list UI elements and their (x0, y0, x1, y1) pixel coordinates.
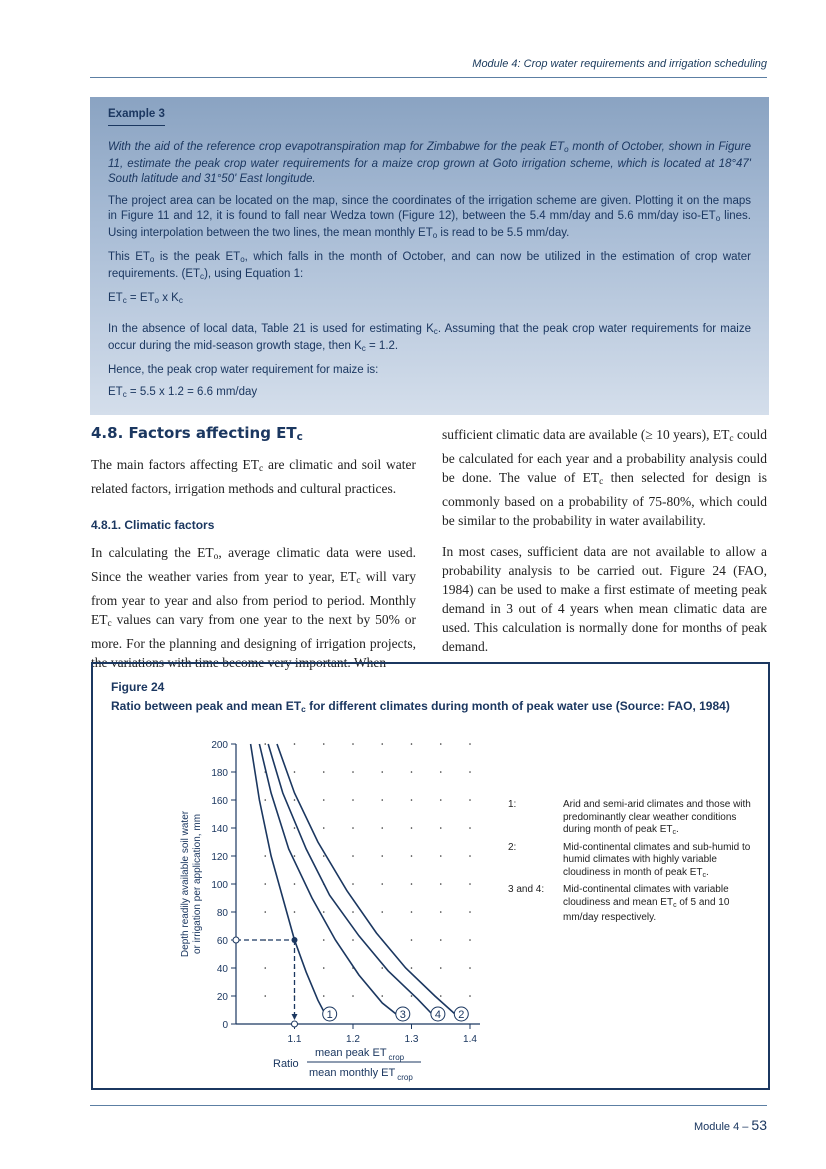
grid-dot (294, 743, 296, 745)
grid-dot (294, 799, 296, 801)
legend-item (508, 884, 758, 925)
section-heading: 4.8. Factors affecting $ET_c$ (91, 424, 303, 443)
grid-dot (264, 883, 266, 885)
y-tick-label: 140 (211, 824, 228, 835)
subsection-heading: 4.8.1. Climatic factors (91, 518, 215, 532)
example-arrow-down (292, 1014, 298, 1020)
grid-dot (294, 883, 296, 885)
right-column (442, 425, 767, 664)
grid-dot (294, 855, 296, 857)
example-x-marker (292, 1021, 298, 1027)
grid-dot (323, 827, 325, 829)
legend-text: Arid and semi-arid climates and those with predominantly clear weather conditions during month of peak $ET_c$. (563, 799, 751, 836)
grid-dot (381, 967, 383, 969)
curve-4 (268, 744, 435, 1017)
grid-dot (323, 855, 325, 857)
grid-dot (469, 771, 471, 773)
figure-label: Figure 24 (111, 680, 165, 694)
grid-dot (323, 771, 325, 773)
page-number: 53 (751, 1117, 767, 1133)
grid-dot (469, 855, 471, 857)
grid-dot (294, 827, 296, 829)
y-axis-label-2: or irrigation per application, mm (192, 813, 203, 955)
grid-dot (469, 827, 471, 829)
curve-1 (251, 744, 327, 1017)
x-tick-label: 1.4 (463, 1034, 477, 1045)
figure-24 (91, 662, 770, 1090)
grid-dot (411, 995, 413, 997)
curve-label-1: 1 (326, 1009, 333, 1021)
grid-dot (323, 799, 325, 801)
curve-label-3: 3 (399, 1009, 406, 1021)
grid-dot (440, 883, 442, 885)
grid-dot (440, 771, 442, 773)
markers (233, 937, 298, 1027)
legend-key: 2: (508, 841, 517, 853)
climatic-paragraph-2: sufficient climatic data are available (≥ 10 years), $ET_c$ could be calculated for each year and a probability analysis could be done. The value of $ET_c$ then selected for design is commonly based on a probability of 75-80%, which could be similar to the probability in water availability. (442, 427, 767, 528)
grid-dot (352, 995, 354, 997)
x-axis-label-numerator: mean peak ET $_{crop}$ (315, 1047, 405, 1062)
y-tick-label: 60 (216, 936, 228, 947)
y-tick-label: 180 (211, 768, 228, 779)
grid-dot (264, 799, 266, 801)
example-paragraph-1: The project area can be located on the map, since the coordinates of the irrigation scheme are given. Plotting it on the maps in Figure 11 and 12, it is found to fall near Wedza town (Figure 12), between the 5.4 mm/day and 5.6 mm/day iso-$ET_o$ lines. Using interpolation between the two lines, the mean monthly $ET_o$ is read to be 5.5 mm/day. (108, 195, 751, 240)
grid-dot (323, 967, 325, 969)
grid-dot (381, 799, 383, 801)
grid-dot (323, 911, 325, 913)
y-tick-label: 40 (216, 964, 228, 975)
grid-dot (323, 939, 325, 941)
grid-dot (440, 827, 442, 829)
section-intro: The main factors affecting $ET_c$ are climatic and soil water related factors, irrigation methods and cultural practices. (91, 457, 416, 496)
grid-dot (440, 799, 442, 801)
grid-dot (352, 799, 354, 801)
legend-text: Mid-continental climates with variable cloudiness and mean $ET_c$ of 5 and 10 mm/day respectively. (563, 884, 730, 923)
legend-item (508, 799, 758, 840)
curve-label-2: 2 (458, 1009, 465, 1021)
curve-label-4: 4 (434, 1009, 441, 1021)
grid-dot (411, 883, 413, 885)
grid-dot (264, 967, 266, 969)
grid-dot (440, 911, 442, 913)
example-title: Example 3 (108, 107, 165, 126)
grid-dot (411, 911, 413, 913)
y-tick-label: 120 (211, 852, 228, 863)
y-tick-label: 200 (211, 740, 228, 751)
x-tick-label: 1.1 (287, 1034, 302, 1045)
grid-dot (411, 827, 413, 829)
y-tick-label: 160 (211, 796, 228, 807)
footer-rule (90, 1105, 767, 1106)
grid-dot (381, 827, 383, 829)
grid-dot (264, 911, 266, 913)
figure-caption: Ratio between peak and mean $ET_c$ for different climates during month of peak water use (Source: FAO, 1984) (111, 699, 730, 714)
grid-dot (352, 743, 354, 745)
grid-dot (411, 967, 413, 969)
grid-dot (381, 883, 383, 885)
grid-dot (411, 771, 413, 773)
figure-legend (508, 799, 758, 927)
equation-2: $ET_c = 5.5$ x 1.2 = 6.6 mm/day (108, 386, 258, 399)
example-point (292, 937, 298, 943)
equation-1: $ET_c = ET_o$ x $K_c$ (108, 292, 183, 305)
grid-dot (381, 743, 383, 745)
grid-dot (440, 967, 442, 969)
grid-dot (469, 967, 471, 969)
grid-dot (264, 743, 266, 745)
x-tick-label: 1.3 (404, 1034, 419, 1045)
x-axis-label-prefix: Ratio (273, 1058, 299, 1070)
legend-text: Mid-continental climates and sub-humid to humid climates with highly variable cloudiness in month of peak $ET_c$. (563, 841, 751, 879)
grid-dot (469, 743, 471, 745)
y-tick-label: 80 (216, 908, 228, 919)
example-intro: With the aid of the reference crop evapotranspiration map for Zimbabwe for the peak $ET_o$ month of October, shown in Figure 11, estimate the peak crop water requirements for a maize crop grown at Goto irrigation scheme, which is located at 18°47' South latitude and 31°50' East longitude. (108, 141, 751, 185)
grid-dot (381, 995, 383, 997)
y-tick-label: 20 (216, 992, 228, 1003)
grid-dot (411, 743, 413, 745)
grid-dot (352, 827, 354, 829)
grid-dot (469, 883, 471, 885)
grid-dot (294, 911, 296, 913)
left-column (91, 424, 416, 680)
axes (236, 744, 480, 1024)
grid-dot (440, 995, 442, 997)
legend-item (508, 842, 758, 883)
y-axis-label-1: Depth readily available soil water (180, 810, 191, 958)
grid-dot (294, 771, 296, 773)
example-paragraph-4: Hence, the peak crop water requirement for maize is: (108, 364, 379, 376)
grid-dot (352, 883, 354, 885)
grid-dot (381, 911, 383, 913)
grid-dot (352, 855, 354, 857)
grid-dot (469, 939, 471, 941)
example-paragraph-2: This $ET_o$ is the peak $ET_o$, which falls in the month of October, and can now be utilized in the estimation of crop water requirements. $(ET_c)$, using Equation 1: (108, 251, 751, 281)
curves (251, 744, 469, 1021)
x-axis-label-denominator: mean monthly ET $_{crop}$ (309, 1067, 413, 1082)
grid-dot (381, 855, 383, 857)
grid-dot (411, 939, 413, 941)
example-box (90, 97, 769, 415)
example-y-marker (233, 937, 239, 943)
grid-dot (469, 911, 471, 913)
climatic-paragraph-3: In most cases, sufficient data are not available to allow a probability analysis to be carried out. Figure 24 (FAO, 1984) can be used to make a first estimate of meeting peak demand in 3 out of 4 years when mean climatic data are used. This calculation is normally done for months of peak demand. (442, 544, 767, 654)
grid-dot (411, 855, 413, 857)
grid-dot (352, 911, 354, 913)
grid-dot (440, 939, 442, 941)
grid-dot (440, 855, 442, 857)
grid-dot (469, 799, 471, 801)
grid-dots (264, 743, 470, 997)
climatic-paragraph-1: In calculating the $ET_o$, average climatic data were used. Since the weather varies from year to year, $ET_c$ will vary from year to year and also from period to period. Monthly $ET_c$ values can vary from one year to the next by 50% or more. For the planning and designing of irrigation projects, the variations with time become very important. When (91, 545, 417, 670)
grid-dot (352, 771, 354, 773)
legend-key: 3 and 4: (508, 884, 545, 895)
grid-dot (323, 743, 325, 745)
legend-key: 1: (508, 799, 517, 810)
grid-dot (264, 855, 266, 857)
grid-dot (264, 995, 266, 997)
grid-dot (323, 995, 325, 997)
grid-dot (381, 771, 383, 773)
grid-dot (352, 939, 354, 941)
example-paragraph-3: In the absence of local data, Table 21 is used for estimating $K_c$. Assuming that the peak crop water requirements for maize occur during the mid-season growth stage, then $K_c = 1.2$. (108, 323, 751, 353)
grid-dot (440, 743, 442, 745)
grid-dot (411, 799, 413, 801)
y-tick-label: 0 (222, 1020, 228, 1031)
grid-dot (469, 995, 471, 997)
running-header: Module 4: Crop water requirements and irrigation scheduling (472, 58, 767, 70)
page-footer: Module 4 – 53 (693, 1117, 767, 1133)
x-tick-label: 1.2 (346, 1034, 360, 1045)
y-tick-label: 100 (211, 880, 228, 891)
header-rule (90, 77, 767, 78)
